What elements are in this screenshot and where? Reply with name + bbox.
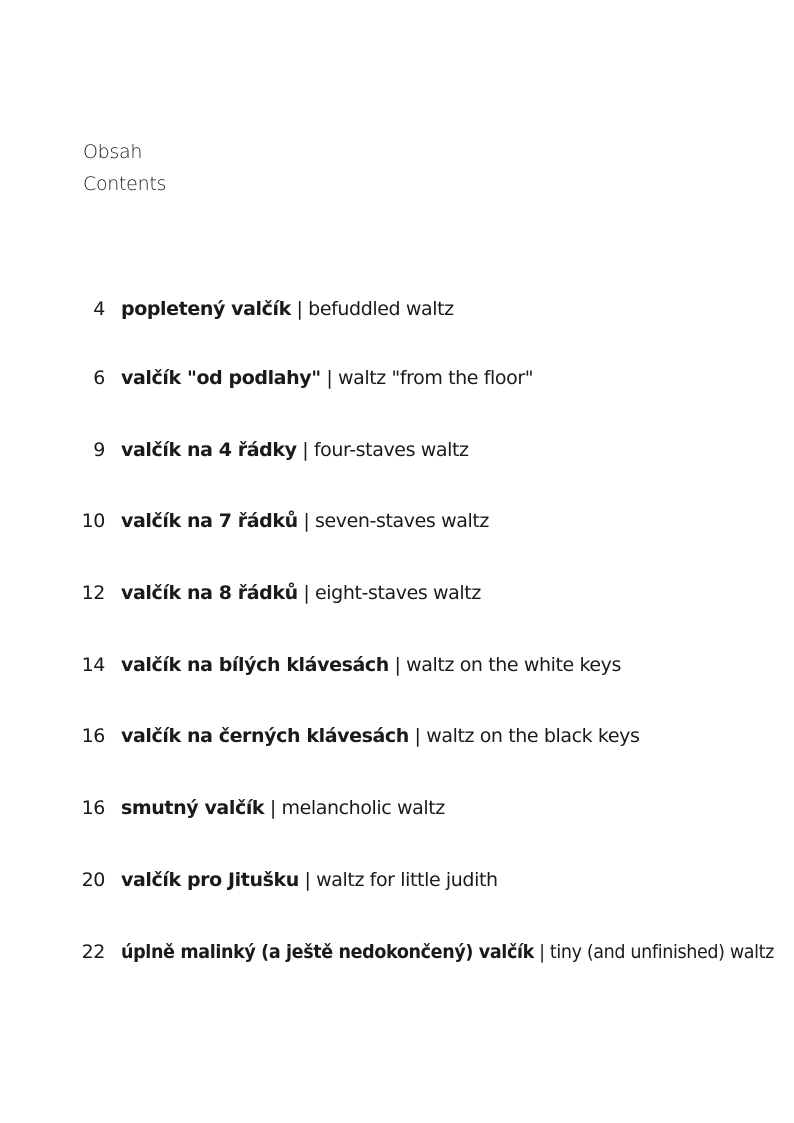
- toc-entry: [0, 865, 794, 895]
- entry-title: [121, 294, 454, 324]
- toc-entry: [0, 506, 794, 536]
- title-separator: |: [298, 869, 317, 891]
- title-czech: valčík na 8 řádků: [121, 582, 298, 604]
- title-english: tiny (and unfinished) waltz: [549, 941, 775, 963]
- toc-entry: [0, 721, 794, 751]
- page-number: 16: [81, 797, 105, 819]
- title-english: eight-staves waltz: [314, 582, 481, 604]
- page-number: 14: [81, 654, 105, 676]
- title-english: melancholic waltz: [281, 797, 445, 819]
- toc-entry: [0, 793, 794, 823]
- title-czech: valčík "od podlahy": [121, 367, 321, 389]
- toc-entry: [0, 294, 794, 324]
- heading-czech: Obsah: [83, 141, 143, 163]
- entry-title: [121, 363, 533, 393]
- page-number: 4: [93, 298, 105, 320]
- title-english: waltz for little judith: [316, 869, 498, 891]
- title-english: seven-staves waltz: [314, 510, 489, 532]
- entry-title: [121, 721, 639, 751]
- title-czech: smutný valčík: [121, 797, 265, 819]
- toc-entry: [0, 363, 794, 393]
- toc-entry: [0, 578, 794, 608]
- title-separator: |: [533, 941, 550, 963]
- title-separator: |: [320, 367, 338, 389]
- toc-entry: [0, 435, 794, 465]
- title-english: waltz on the black keys: [426, 725, 640, 747]
- page-number: 22: [81, 941, 105, 963]
- title-czech: valčík na bílých klávesách: [121, 654, 389, 676]
- entry-title: [121, 506, 489, 536]
- title-separator: |: [408, 725, 427, 747]
- title-separator: |: [297, 582, 315, 604]
- title-czech: valčík pro Jitušku: [121, 869, 299, 891]
- title-english: four-staves waltz: [313, 439, 469, 461]
- toc-heading: [83, 136, 166, 200]
- page-number: 20: [81, 869, 105, 891]
- entry-title: [121, 865, 498, 895]
- title-separator: |: [297, 510, 315, 532]
- page-number: 12: [81, 582, 105, 604]
- title-english: befuddled waltz: [308, 298, 454, 320]
- title-czech: úplně malinký (a ještě nedokončený) valčík: [121, 941, 534, 963]
- title-english: waltz on the white keys: [406, 654, 622, 676]
- page-number: 10: [81, 510, 105, 532]
- page-number: 16: [81, 725, 105, 747]
- entry-title: [121, 578, 481, 608]
- title-separator: |: [290, 298, 309, 320]
- heading-english: Contents: [83, 173, 167, 195]
- entry-title: [121, 435, 469, 465]
- page-number: 6: [93, 367, 105, 389]
- entry-title: [121, 937, 774, 967]
- title-czech: valčík na černých klávesách: [121, 725, 409, 747]
- title-separator: |: [264, 797, 282, 819]
- title-czech: popletený valčík: [121, 298, 291, 320]
- entry-title: [121, 650, 621, 680]
- title-english: waltz "from the floor": [338, 367, 534, 389]
- title-separator: |: [388, 654, 407, 676]
- toc-entry: [0, 650, 794, 680]
- title-czech: valčík na 7 řádků: [121, 510, 298, 532]
- title-separator: |: [296, 439, 314, 461]
- title-czech: valčík na 4 řádky: [121, 439, 297, 461]
- entry-title: [121, 793, 445, 823]
- toc-entry: [0, 937, 794, 967]
- page-number: 9: [93, 439, 105, 461]
